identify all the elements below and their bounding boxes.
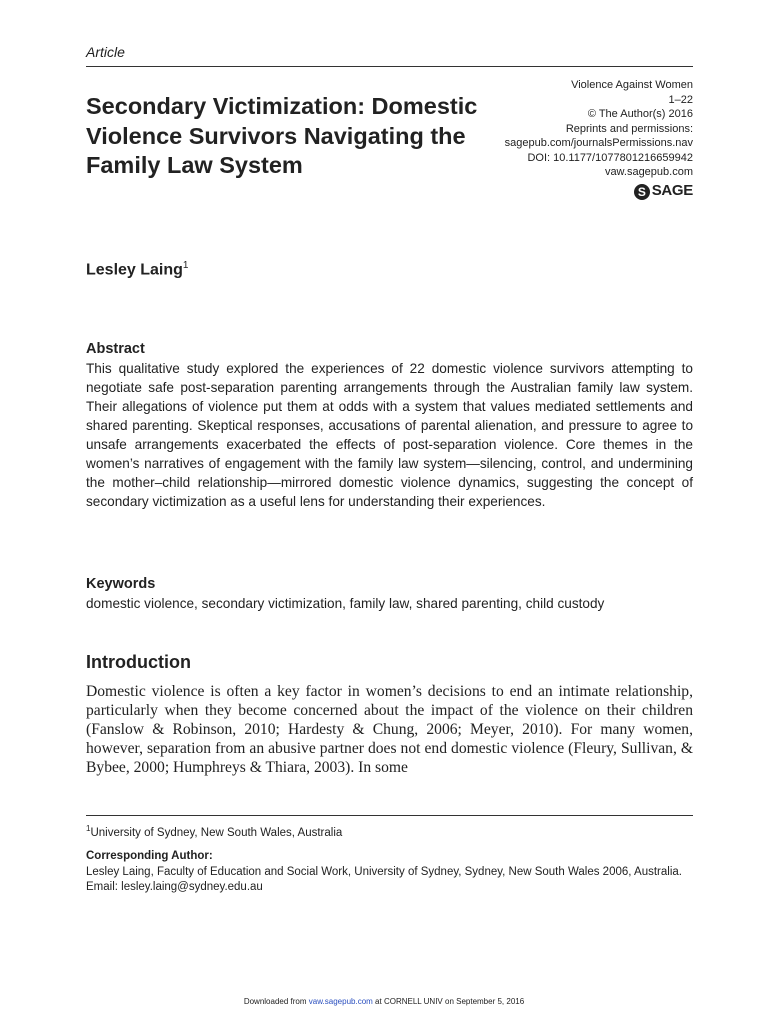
sage-s-icon: S [634, 184, 650, 200]
journal-site[interactable]: vaw.sagepub.com [604, 166, 693, 178]
affiliation-text: University of Sydney, New South Wales, Australia [90, 826, 343, 839]
sage-logo [634, 184, 693, 200]
corresponding-email[interactable]: Email: lesley.laing@sydney.edu.au [86, 880, 263, 893]
journal-info [505, 78, 693, 200]
author-affiliation-marker: 1 [182, 260, 189, 271]
article-type-label: Article [86, 44, 125, 60]
introduction-heading: Introduction [86, 652, 191, 672]
download-prefix: Downloaded from [243, 997, 307, 1006]
sage-logo-text: SAGE [651, 182, 693, 200]
corresponding-author-details [86, 865, 686, 894]
abstract-text: This qualitative study explored the experiences of 22 domestic violence survivors attempting to negotiate safe post-separation parenting arrangements through the Australian family law system. Their allegations of violence put them at odds with a system that values mediated settlements and shared parenting. Skeptical responses, accusations of parental alienation, and pressure to agree to unsafe arrangements exacerbated the effects of post-separation violence. Core themes in the women’s narratives of engagement with the family law system—silencing, control, and undermining the mother–child relationship—mirrored domestic violence dynamics, suggesting the concept of secondary victimization as a useful lens for understanding their experiences. [86, 361, 693, 509]
doi[interactable]: DOI: 10.1177/1077801216659942 [527, 151, 693, 164]
abstract-heading: Abstract [86, 341, 145, 357]
corresponding-author-heading: Corresponding Author: [86, 850, 213, 862]
copyright: © The Author(s) 2016 [587, 108, 693, 120]
author-line [86, 260, 188, 279]
page-range: 1–22 [668, 93, 693, 106]
reprints-label: Reprints and permissions: [565, 122, 693, 135]
affiliation-footnote [86, 824, 342, 839]
affiliation-marker: 1 [86, 824, 91, 833]
introduction-text: Domestic violence is often a key factor in women’s decisions to end an intimate relationship, particularly when they become concerned about the impact of the violence on their children (Fanslow & Robinson, 2010; Hardesty & Chung, 2006; Meyer, 2010). For many women, however, separation from an abusive partner does not end domestic violence (Fleury, Sullivan, & Bybee, 2000; Humphreys & Thiara, 2003). In some [86, 683, 693, 776]
download-suffix: at CORNELL UNIV on September 5, 2016 [375, 997, 525, 1006]
footnote-rule [86, 815, 693, 816]
download-link[interactable]: vaw.sagepub.com [308, 997, 373, 1006]
download-note [0, 997, 768, 1006]
permissions-url[interactable]: sagepub.com/journalsPermissions.nav [504, 137, 693, 149]
keywords-text: domestic violence, secondary victimization, family law, shared parenting, child custody [86, 596, 605, 611]
header-rule [86, 66, 693, 67]
keywords-heading: Keywords [86, 576, 156, 592]
author-name: Lesley Laing [86, 261, 183, 279]
journal-name: Violence Against Women [571, 79, 693, 91]
article-title: Secondary Victimization: Domestic Violence Survivors Navigating the Family Law System [86, 93, 478, 178]
corresponding-address: Lesley Laing, Faculty of Education and Social Work, University of Sydney, Sydney, New South Wales 2006, Australia. [86, 866, 682, 878]
